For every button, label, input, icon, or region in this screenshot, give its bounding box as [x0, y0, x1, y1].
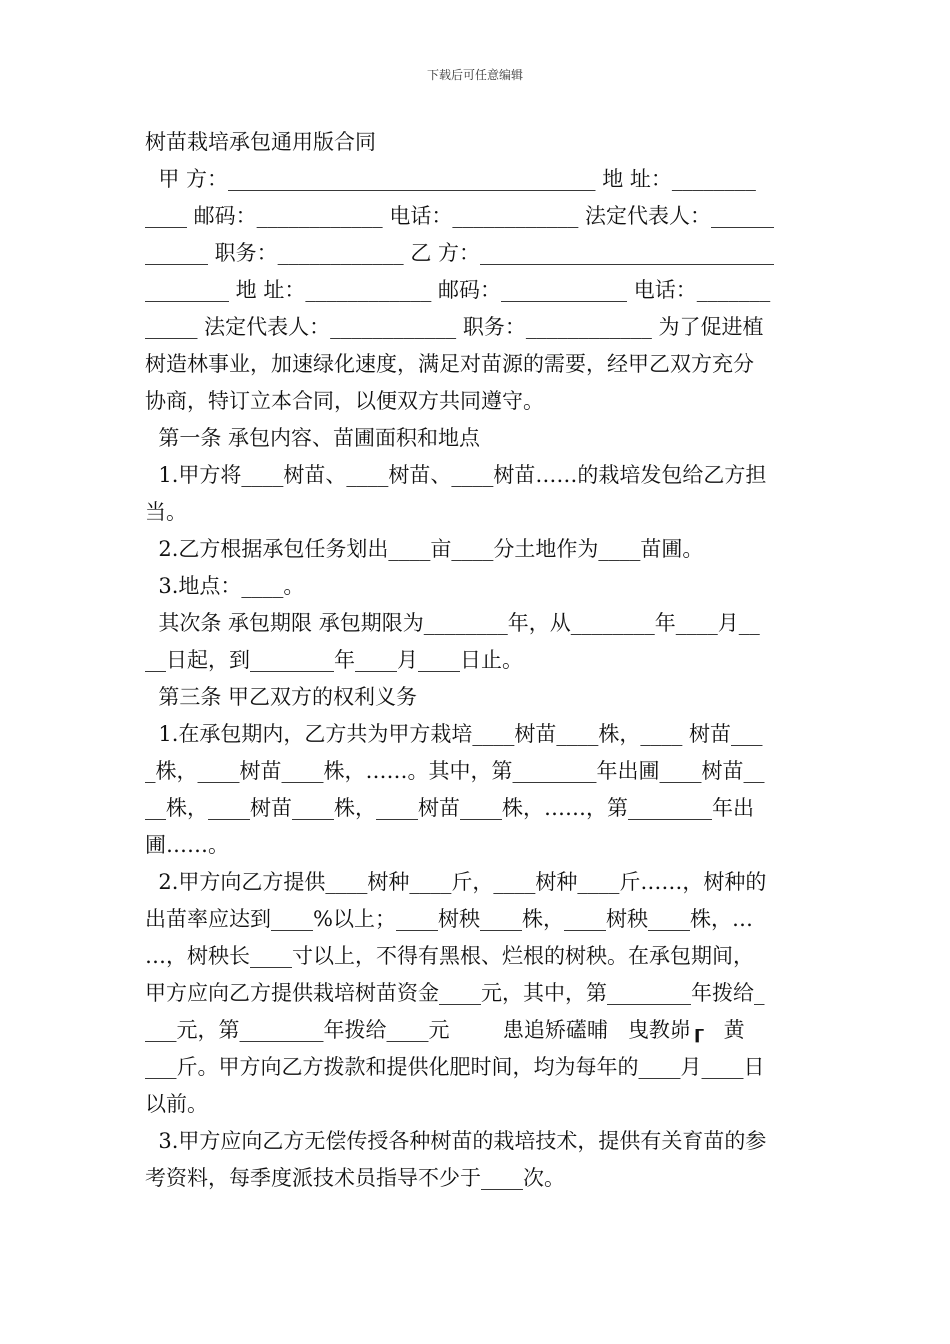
text-line: 协商，特订立本合同，以便双方共同遵守。	[145, 389, 544, 413]
text-line: __日起，到________年____月____日止。	[145, 648, 523, 672]
text-line: 2.乙方根据承包任务划出____亩____分土地作为____苗圃。	[145, 537, 704, 561]
page-header: 下载后可任意编辑	[426, 68, 523, 82]
text-line: 考资料，每季度派技术员指导不少于____次。	[145, 1166, 565, 1190]
text-line: ________ 地 址：____________ 邮码：____________ 电话：_______	[145, 278, 771, 302]
text-line: 1.甲方将____树苗、____树苗、____树苗……的栽培发包给乙方担	[145, 463, 767, 487]
text-line: 圃……。	[145, 833, 229, 857]
text-line: ___斤。甲方向乙方拨款和提供化肥时间，均为每年的____月____日	[145, 1055, 765, 1079]
contract-title: 树苗栽培承包通用版合同	[145, 130, 376, 154]
text-line: _株，____树苗____株，……。其中，第________年出圃____树苗__	[145, 759, 765, 783]
text-line: 甲 方：___________________________________ 地 址：________	[145, 167, 756, 191]
text-line: 当。	[145, 500, 187, 524]
contract-body	[145, 124, 807, 1197]
text-line: 1.在承包期内，乙方共为甲方栽培____树苗____株，____ 树苗___	[145, 722, 763, 746]
text-line: 甲方应向乙方提供栽培树苗资金____元，其中，第________年拨给_	[145, 981, 765, 1005]
text-line: 3.地点：____。	[145, 574, 305, 598]
text-line: ___元，第________年拨给____元 患追矫礚晡 曳教峁┎ 黄	[145, 1018, 745, 1042]
text-line: …，树秧长____寸以上，不得有黑根、烂根的树秧。在承包期间，	[145, 944, 754, 968]
text-line: ______ 职务：____________ 乙 方：____________________________	[145, 241, 775, 265]
text-line: 出苗率应达到____%以上；____树秧____株，____树秧____株，…	[145, 907, 753, 931]
text-line: ____ 邮码：____________ 电话：____________ 法定代表人：______	[145, 204, 775, 228]
text-line: __株，____树苗____株，____树苗____株，……，第________年出	[145, 796, 754, 820]
section-heading: 其次条 承包期限 承包期限为________年，从________年____月__	[145, 611, 760, 635]
text-line: 3.甲方应向乙方无偿传授各种树苗的栽培技术，提供有关育苗的参	[145, 1129, 767, 1153]
text-line: 树造林事业，加速绿化速度，满足对苗源的需要，经甲乙双方充分	[145, 352, 754, 376]
text-line: 以前。	[145, 1092, 208, 1116]
section-heading: 第一条 承包内容、苗圃面积和地点	[145, 426, 481, 450]
text-line: _____ 法定代表人：____________ 职务：____________ 为了促进植	[145, 315, 764, 339]
text-line: 2.甲方向乙方提供____树种____斤，____树种____斤……，树种的	[145, 870, 767, 894]
section-heading: 第三条 甲乙双方的权利义务	[145, 685, 418, 709]
